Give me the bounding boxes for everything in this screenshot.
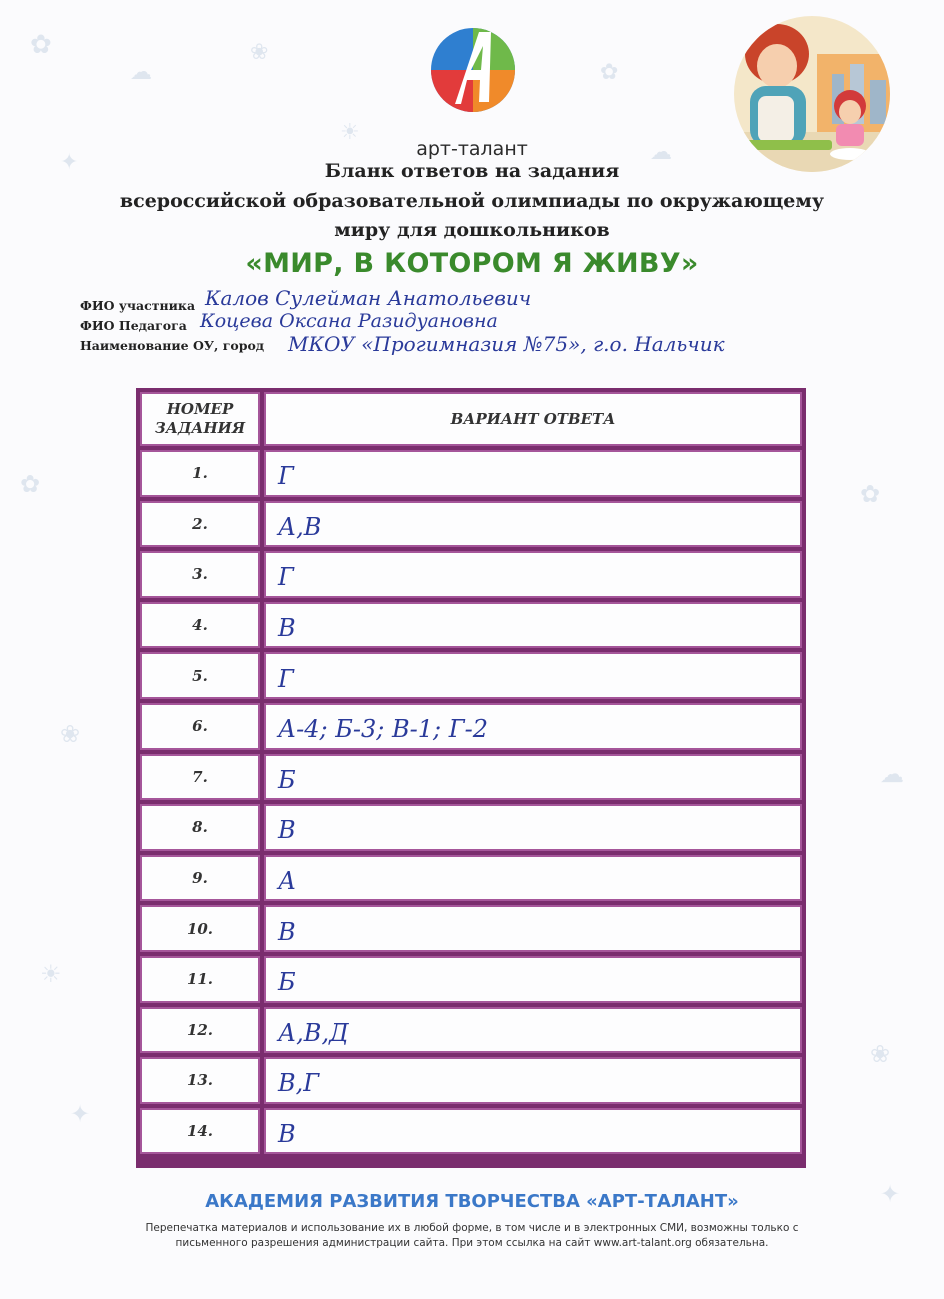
participant-label: ФИО участника [80, 298, 196, 313]
art-talant-logo-icon [427, 22, 519, 118]
task-answer: А-4; Б-3; В-1; Г-2 [264, 703, 802, 750]
footer-title: АКАДЕМИЯ РАЗВИТИЯ ТВОРЧЕСТВА «АРТ-ТАЛАНТ» [205, 1191, 739, 1212]
number-header-line-2: ЗАДАНИЯ [154, 419, 246, 437]
task-number: 11. [140, 956, 260, 1003]
participant-value: Калов Сулейман Анатольевич [205, 286, 532, 310]
task-answer: Г [264, 450, 802, 497]
task-answer: В,Г [264, 1057, 802, 1104]
task-number: 10. [140, 905, 260, 952]
footer-notice [100, 1221, 844, 1251]
task-answer: В [264, 602, 802, 649]
task-answer: В [264, 804, 802, 851]
sheet-title-line-2: всероссийской образовательной олимпиады по окружающему [119, 190, 825, 212]
task-answer: А,В [264, 501, 802, 548]
task-number: 5. [140, 652, 260, 699]
footer-notice-line-1: Перепечатка материалов и использование их в любой форме, в том числе и в электронных СМИ, возможны только с [145, 1222, 799, 1234]
teacher-value: Коцева Оксана Разидуановна [200, 310, 498, 332]
task-number: 7. [140, 754, 260, 801]
task-number: 4. [140, 602, 260, 649]
answer-table [136, 388, 806, 1168]
task-answer: А,В,Д [264, 1007, 802, 1054]
task-number: 6. [140, 703, 260, 750]
task-number: 13. [140, 1057, 260, 1104]
task-number: 1. [140, 450, 260, 497]
task-answer: Г [264, 551, 802, 598]
footer-notice-line-2: письменного разрешения администрации сайта. При этом ссылка на сайт www.art-talant.org обязательна. [175, 1237, 769, 1250]
teacher-label: ФИО Педагога [80, 318, 187, 333]
task-number: 9. [140, 855, 260, 902]
mother-and-daughter-cooking-illustration [722, 14, 902, 174]
number-header-line-1: НОМЕР [166, 400, 234, 419]
task-number: 14. [140, 1108, 260, 1155]
answer-sheet: ✿ ☁ ❀ ☀ ✦ ✿ ☁ ✿ ❀ ☀ ✦ ✿ ☁ ❀ ✦ арт-талант Бланк ответов на задания всероссийской образовательной олимпиады по окружающему миру для дошкольников «МИР, В КОТОРОМ Я ЖИВУ» ФИО участника Калов Сулейман Анатольевич ФИО Педагога Коцева Оксана Разидуановна Наименование ОУ, город МКОУ «Прогимназия №75», г.о. Нальчик НОМЕР ЗАДАНИЯ ВАРИАНТ ОТВЕТА 1. Г 2. А,В 3. Г 4. В 5. Г 6. А-4; Б-3; В-1; Г-2 7. Б 8. В 9. А 10. В 11. Б 12. А,В,Д 13. В,Г 14. В АКАДЕМИЯ РАЗВИТИЯ ТВОРЧЕСТВА «АРТ-ТАЛАНТ» Перепечатка материалов и использование их в любой форме, в том числе и в электронных СМИ, возможны только с письменного разрешения администрации сайта. При этом ссылка на сайт www.art-talant.org обязательна. [0, 0, 944, 1299]
task-answer: Б [264, 956, 802, 1003]
task-answer: А [264, 855, 802, 902]
task-answer: В [264, 1108, 802, 1155]
task-number: 12. [140, 1007, 260, 1054]
school-label: Наименование ОУ, город [80, 338, 265, 353]
sheet-title-line-3: миру для дошкольников [334, 219, 610, 241]
task-answer: Г [264, 652, 802, 699]
olympiad-name: «МИР, В КОТОРОМ Я ЖИВУ» [245, 248, 699, 279]
task-number: 3. [140, 551, 260, 598]
task-answer: В [264, 905, 802, 952]
sheet-title-line-1: Бланк ответов на задания [324, 160, 620, 182]
school-value: МКОУ «Прогимназия №75», г.о. Нальчик [288, 332, 725, 356]
number-column-header [140, 392, 260, 446]
task-number: 8. [140, 804, 260, 851]
brand-name: арт-талант [416, 138, 528, 160]
task-answer: Б [264, 754, 802, 801]
answer-column-header: ВАРИАНТ ОТВЕТА [264, 392, 802, 446]
task-number: 2. [140, 501, 260, 548]
